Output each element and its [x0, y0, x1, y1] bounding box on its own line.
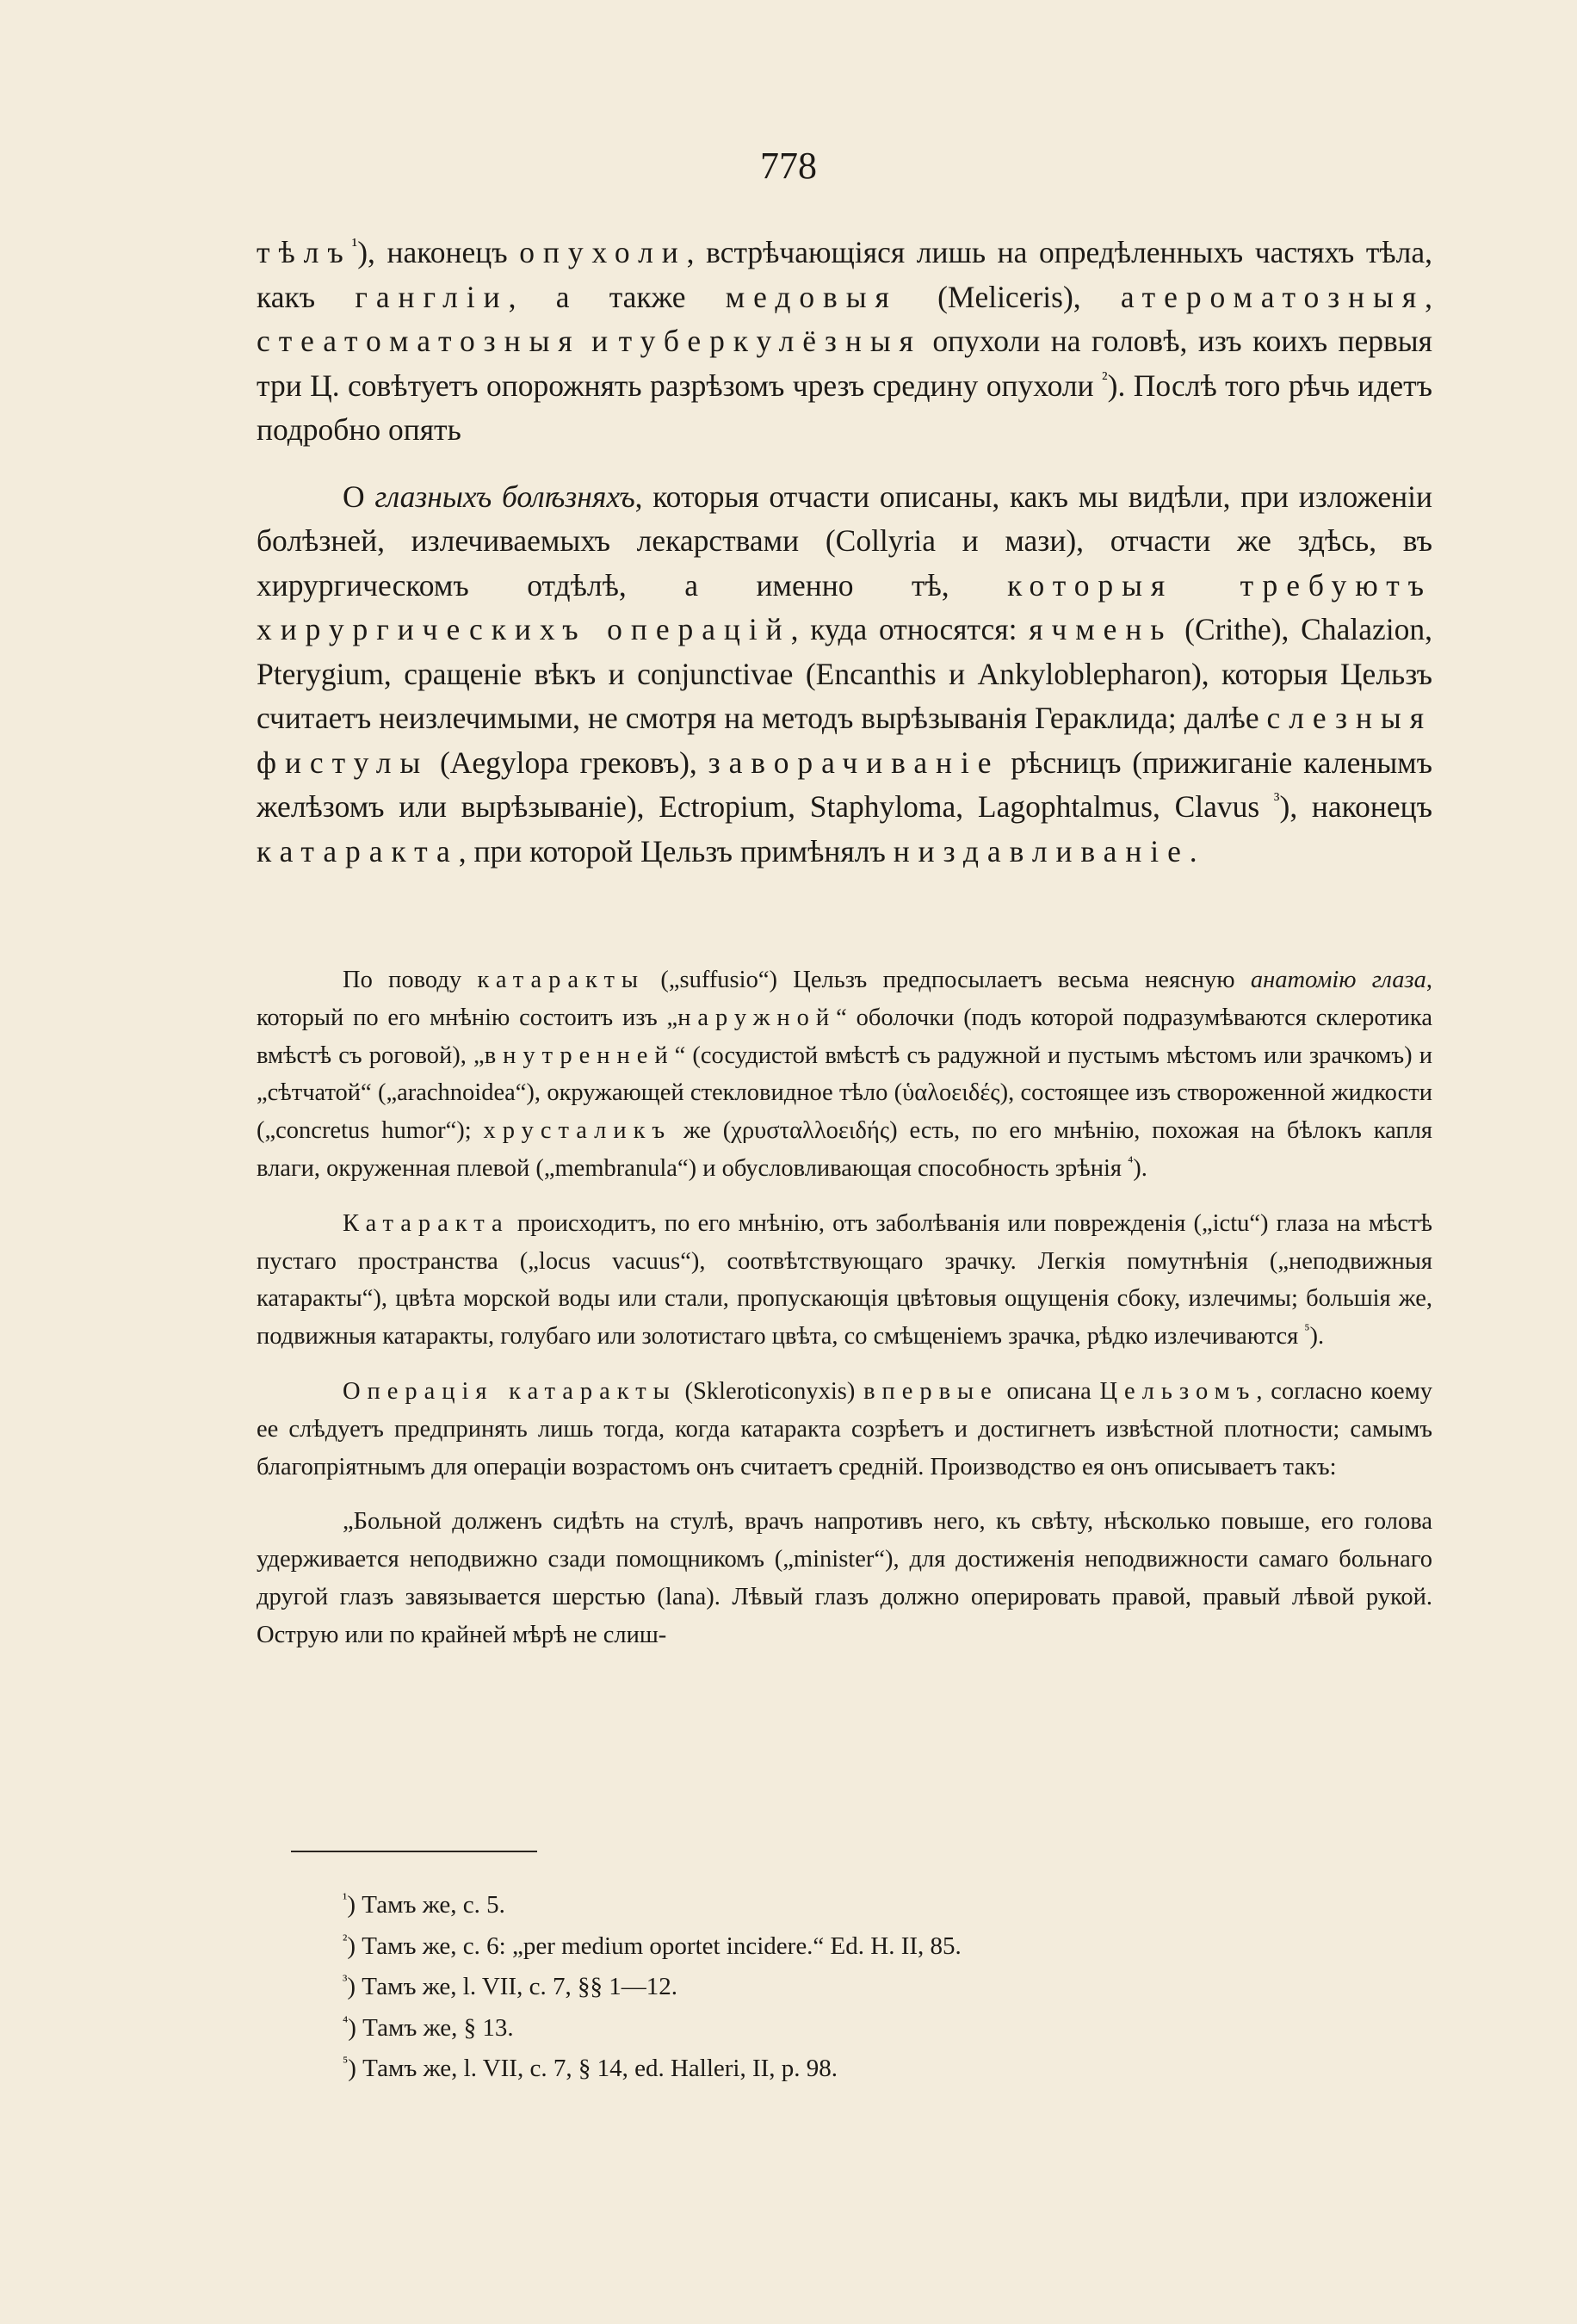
- spaced-word: опухоли: [519, 235, 687, 269]
- footnote-1: [343, 1885, 1289, 1926]
- footnote-3: [343, 1967, 1289, 2008]
- text-run: описана: [998, 1377, 1100, 1405]
- footnote-ref[interactable]: ¹: [351, 234, 358, 257]
- footnote-mark: ⁵: [343, 2053, 349, 2071]
- small-paragraph-2: [257, 1205, 1432, 1356]
- text-run: опухоли на головѣ, изъ коихъ первыя три Ц. совѣтуетъ опорожнять разрѣзомъ чрезъ средину опухоли: [257, 324, 1432, 403]
- spaced-word: тѣлъ: [257, 235, 352, 269]
- text-run: , куда относятся:: [790, 612, 1030, 646]
- text-run: .: [1189, 833, 1197, 868]
- footnote-mark: ²: [343, 1930, 348, 1948]
- footnote-text: ) Тамъ же, § 13.: [348, 2013, 514, 2042]
- spaced-word: заворачиваніе: [708, 745, 1000, 780]
- footnote-mark: ³: [343, 1971, 348, 1989]
- footnote-ref[interactable]: ²: [1102, 367, 1108, 389]
- spaced-word: ячмень: [1029, 612, 1173, 646]
- spaced-word: низдавливаніе: [893, 833, 1190, 868]
- text-run: ).: [1133, 1154, 1147, 1182]
- spaced-word: туберкулёзныя: [618, 324, 922, 358]
- text-run: (Crithe), Chalazion, Pterygium, сращеніе вѣкъ и conjunctivae (Encanthis и Ankyloblepharon), которыя Цельзъ считаетъ неизлечимыми, не смотря на методъ вырѣзыванія Гераклида; далѣе: [257, 612, 1432, 735]
- text-run: рѣсницъ (прижиганіе каленымъ желѣзомъ или вырѣзываніе), Ectropium, Staphyloma, Lagophtalmus, Clavus: [257, 745, 1432, 824]
- text-run: („suffusio“) Цельзъ предпосылаетъ весьма неясную: [645, 967, 1251, 993]
- text-run: (Meliceris),: [897, 279, 1121, 314]
- text-run: „Больной долженъ сидѣть на стулѣ, врачъ напротивъ него, къ свѣту, нѣсколько повыше, его голова удерживается неподвижно сзади помощникомъ („minister“), для достиженія неподвижности самаго больнаго другой глазъ завязывается шерстью (lana). Лѣвый глазъ должно оперировать правой, правый лѣвой рукой. Острую или по крайней мѣрѣ не слиш-: [257, 1508, 1432, 1648]
- text-run: , при которой Цельзъ примѣнялъ: [458, 833, 894, 868]
- footnote-ref[interactable]: ⁵: [1304, 1320, 1310, 1338]
- spaced-word: Операція катаракты: [343, 1377, 677, 1405]
- spaced-word: медовыя: [725, 279, 898, 314]
- text-run: же (χρυσταλλοειδής) есть, по его мнѣнію, похожая на бѣлокъ капля влаги, окруженная плевой („membranula“) и обусловливающая способность зрѣнія: [257, 1117, 1432, 1182]
- footnote-ref[interactable]: ⁴: [1128, 1153, 1134, 1171]
- italic-term: анатомію глаза: [1250, 967, 1426, 993]
- spaced-word: слезныя фистулы: [257, 701, 1432, 780]
- spaced-word: которыя требуютъ хирургическихъ операцій: [257, 567, 1432, 646]
- spaced-word: катаракты: [477, 967, 646, 993]
- spaced-word: стеатоматозныя: [257, 324, 581, 358]
- small-paragraph-4: [257, 1503, 1432, 1653]
- footnote-5: [343, 2049, 1289, 2090]
- text-run: происходитъ, по его мнѣнію, отъ заболѣванія или поврежденія („ictu“) глаза на мѣстѣ пустаго пространства („locus vacuus“), соотвѣтствующаго зрачку. Легкія помутнѣнія („неподвижныя катаракты“), цвѣта морской воды или стали, пропускающія цвѣтовыя ощущенія сбоку, излечимы; большія же, подвижныя катаракты, голубаго или золотистаго цвѣта, со смѣщеніемъ зрачка, рѣдко излечиваются: [257, 1209, 1432, 1351]
- body-paragraph-2: [257, 475, 1432, 875]
- text-run: , согласно коему ее слѣдуетъ предпринять лишь тогда, когда катаракта созрѣетъ и достигнетъ извѣстной плотности; самымъ благопріятнымъ для операціи возрастомъ онъ считаетъ средній. Производство ея онъ описываетъ такъ:: [257, 1377, 1432, 1480]
- text-run: (Skleroticonyxis): [676, 1377, 864, 1405]
- footnote-4: [343, 2008, 1289, 2049]
- text-run: , а также: [508, 279, 726, 314]
- text-run: ), наконецъ: [1279, 789, 1432, 824]
- footnote-2: [343, 1926, 1289, 1968]
- page-number: 778: [760, 145, 817, 187]
- text-run: “ оболочки (подъ которой подразумѣваются склеротика вмѣстѣ съ роговой), „: [257, 1004, 1432, 1069]
- footnote-text: ) Тамъ же, l. VII, с. 7, §§ 1—12.: [347, 1973, 677, 2000]
- text-run: , встрѣчающіяся лишь на опредѣленныхъ частяхъ тѣла, какъ: [257, 235, 1432, 314]
- text-run: ).: [1309, 1323, 1325, 1351]
- footnote-divider: [291, 1851, 537, 1852]
- footnote-mark: ⁴: [343, 2012, 349, 2030]
- footnote-mark: ¹: [343, 1889, 348, 1907]
- small-paragraph-3: [257, 1373, 1432, 1486]
- spaced-word: катаракта: [257, 833, 459, 868]
- small-print-text: [257, 961, 1432, 1672]
- italic-term: глазныхъ болѣзняхъ: [374, 479, 635, 514]
- text-run: и: [580, 324, 619, 358]
- spaced-word: внутренней: [484, 1041, 675, 1069]
- footnote-text: ) Тамъ же, с. 6: „per medium oportet incidere.“ Ed. H. II, 85.: [347, 1932, 962, 1960]
- text-run: ). Послѣ того рѣчь идетъ подробно опять: [257, 368, 1432, 447]
- spaced-word: хрусталикъ: [483, 1117, 672, 1145]
- text-run: По поводу: [343, 967, 478, 993]
- spaced-word: впервые: [863, 1377, 999, 1405]
- spaced-word: Катаракта: [343, 1209, 510, 1237]
- main-text: [257, 231, 1432, 896]
- text-run: , который по его мнѣнію состоитъ изъ „: [257, 967, 1433, 1031]
- spaced-word: гангліи: [355, 279, 509, 314]
- text-run: , которыя отчасти описаны, какъ мы видѣли, при изложеніи болѣзней, излечиваемыхъ лекарствами (Collyria и мази), отчасти же здѣсь, въ хирургическомъ отдѣлѣ, а именно тѣ,: [257, 479, 1432, 603]
- footnote-text: ) Тамъ же, l. VII, с. 7, § 14, ed. Halleri, II, p. 98.: [348, 2055, 838, 2082]
- spaced-word: атероматозныя: [1120, 279, 1425, 314]
- text-run: (Aegylopa грековъ),: [429, 745, 708, 780]
- footnote-text: ) Тамъ же, с. 5.: [347, 1891, 505, 1919]
- footnotes: [343, 1885, 1289, 2090]
- body-paragraph-1: [257, 231, 1432, 453]
- text-run: ), наконецъ: [357, 235, 520, 269]
- text-run: “ (сосудистой вмѣстѣ съ радужной и пустымъ мѣстомъ или зрачкомъ) и „сѣтчатой“ („arachnoidea“), окружающей стекловидное тѣло (ὑαλοειδές), состоящее изъ створоженной жидкости („concretus humor“);: [257, 1041, 1432, 1145]
- text-run: О: [343, 479, 375, 514]
- spaced-word: наружной: [677, 1004, 837, 1031]
- text-run: ,: [1425, 279, 1432, 314]
- spaced-word: Цельзомъ: [1099, 1377, 1257, 1405]
- footnote-ref[interactable]: ³: [1273, 788, 1280, 811]
- small-paragraph-1: [257, 961, 1432, 1188]
